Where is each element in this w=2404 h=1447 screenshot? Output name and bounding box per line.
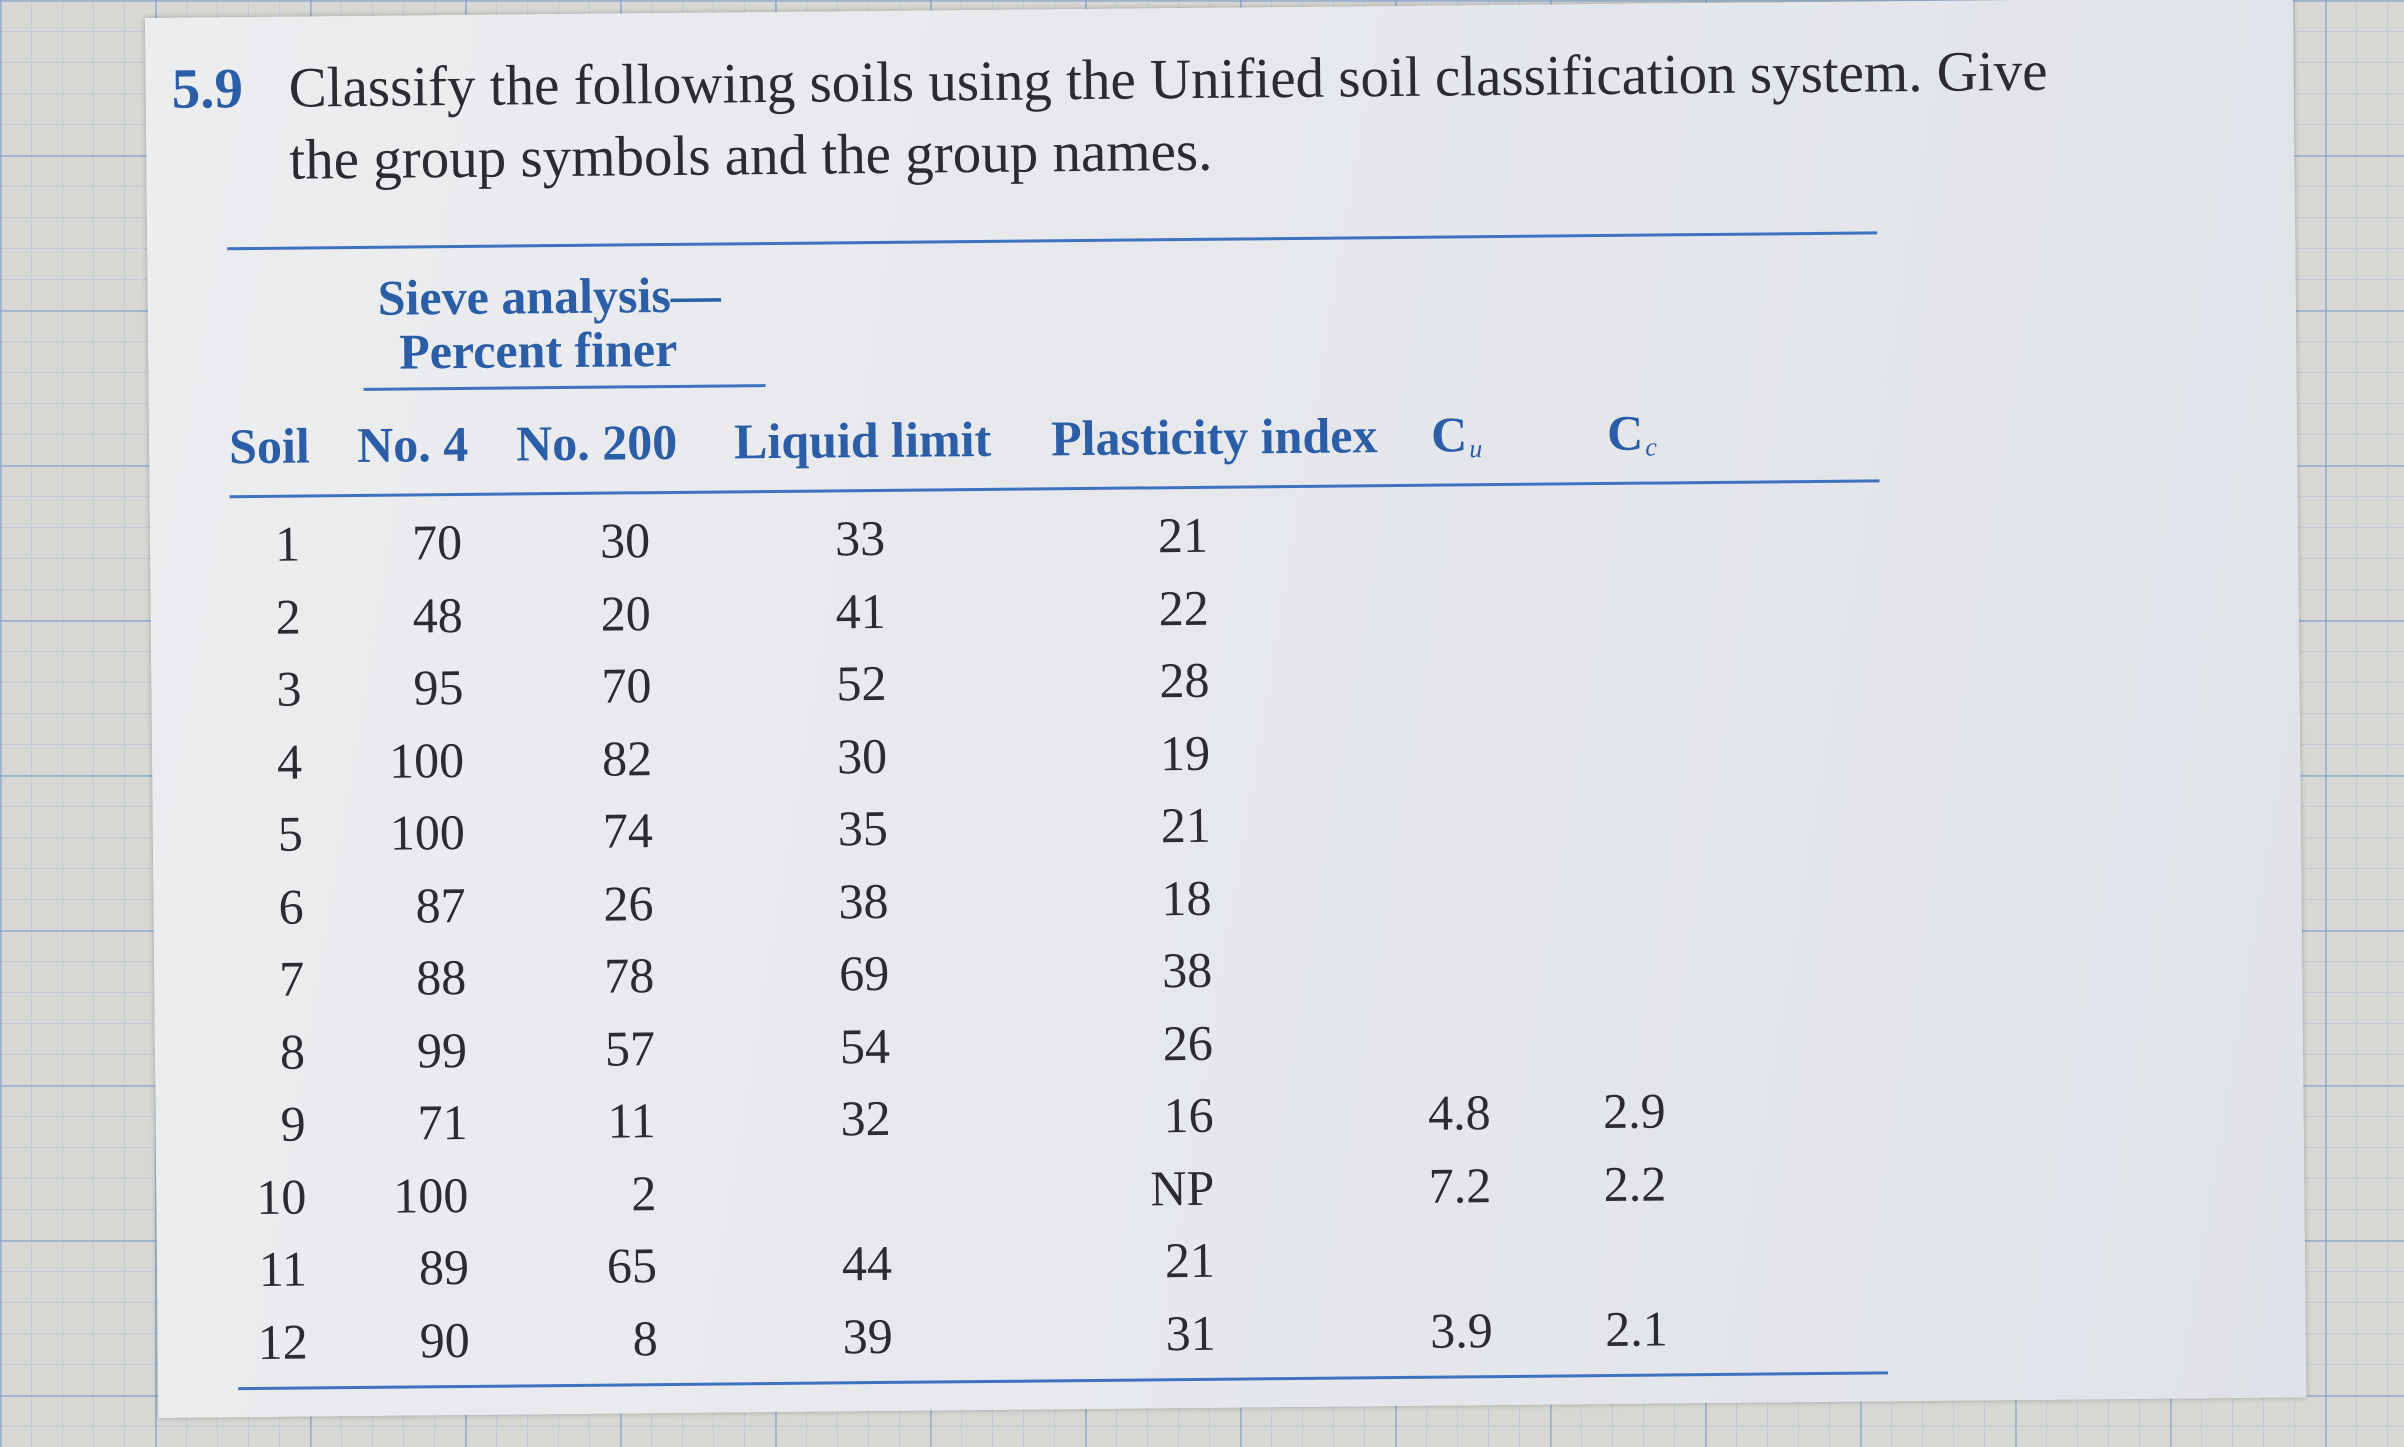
cell-soil: 4 [276, 733, 303, 790]
cell-no4: 88 [415, 948, 467, 1006]
problem-number: 5.9 [171, 57, 244, 121]
cell-no200: 70 [601, 657, 652, 714]
cell-ll: 41 [835, 582, 886, 639]
cell-soil: 11 [258, 1240, 308, 1297]
cell-cc: 2.9 [1602, 1082, 1666, 1140]
column-header-soil: Soil [228, 417, 310, 475]
cell-no4: 90 [419, 1311, 470, 1368]
sieve-analysis-header [377, 266, 722, 380]
cc-subscript: c [1645, 432, 1657, 462]
cell-cu [1268, 866, 1488, 868]
cell-no200: 11 [607, 1092, 656, 1149]
cu-subscript: u [1469, 434, 1483, 464]
cell-no200: 82 [601, 729, 653, 787]
cell-no4: 87 [415, 876, 466, 933]
cell-no200: 65 [606, 1237, 658, 1294]
cell-cc [1444, 936, 1664, 938]
cell-no200: 78 [603, 947, 655, 1004]
cell-soil: 5 [277, 805, 304, 862]
sieve-analysis-header-line2: Percent finer [398, 320, 678, 380]
cell-no4: 99 [416, 1021, 468, 1078]
column-header-no4: No. 4 [356, 415, 469, 473]
cell-pi: 18 [1161, 869, 1212, 926]
cell-cc [1445, 1009, 1665, 1011]
sieve-analysis-header-line1: Sieve analysis— [377, 266, 722, 326]
cell-no200: 30 [599, 512, 651, 569]
cell-cu [1267, 721, 1487, 723]
cell-pi: 19 [1159, 724, 1211, 781]
problem-text-line1: Classify the following soils using the Unified soil classification system. Give [288, 39, 2048, 120]
column-header-liquid-limit: Liquid limit [733, 410, 992, 470]
cell-soil: 12 [257, 1313, 308, 1370]
cell-no200: 8 [632, 1309, 658, 1366]
cell-pi: NP [1150, 1159, 1215, 1216]
cell-pi: 28 [1159, 651, 1210, 709]
problem-statement [171, 34, 2262, 198]
cell-no4: 48 [412, 586, 464, 643]
cell-no4: 95 [413, 658, 464, 716]
cell-cu [1269, 938, 1489, 940]
cell-no200: 26 [603, 874, 654, 932]
cell-ll [671, 1161, 891, 1163]
table-bottom-rule [238, 1371, 1888, 1390]
column-header-plasticity-index: Plasticity index [1050, 407, 1378, 467]
cell-cu [1265, 576, 1485, 578]
cell-ll: 44 [841, 1234, 893, 1292]
cell-cu [1270, 1011, 1490, 1013]
cell-cu: 3.9 [1429, 1301, 1493, 1359]
problem-text-line2: the group symbols and the group names. [289, 119, 1213, 192]
column-header-no200: No. 200 [515, 413, 678, 472]
cu-symbol: C [1430, 406, 1468, 463]
cell-no4: 89 [418, 1238, 470, 1296]
sieve-analysis-rule [364, 384, 766, 391]
column-header-cc [1607, 404, 1657, 463]
cell-cu: 7.2 [1428, 1156, 1492, 1214]
cell-cc: 2.1 [1604, 1299, 1668, 1357]
cell-cc: 2.2 [1603, 1154, 1667, 1212]
cell-ll: 69 [838, 944, 890, 1002]
cell-pi: 38 [1161, 941, 1213, 999]
cell-cu [1265, 503, 1485, 505]
cell-no200: 2 [631, 1164, 657, 1221]
cell-soil: 7 [278, 950, 305, 1007]
cell-soil: 10 [256, 1168, 307, 1225]
cell-ll: 54 [839, 1017, 891, 1074]
cell-cc [1440, 501, 1660, 503]
cell-cc [1447, 1226, 1667, 1228]
cell-pi: 31 [1165, 1304, 1216, 1361]
cell-cu [1266, 648, 1486, 650]
cell-ll: 38 [838, 872, 889, 929]
table-header-rule [230, 479, 1880, 498]
cell-pi: 21 [1164, 1231, 1216, 1289]
cell-no4: 100 [388, 731, 465, 789]
cell-no4: 70 [411, 513, 463, 571]
textbook-page [145, 0, 2306, 1418]
cell-cu [1272, 1228, 1492, 1230]
cell-ll: 35 [837, 799, 889, 857]
cc-symbol: C [1606, 404, 1644, 461]
cell-cu: 4.8 [1427, 1084, 1491, 1141]
cell-no200: 57 [604, 1019, 656, 1077]
cell-cc [1442, 719, 1662, 721]
cell-no200: 74 [602, 802, 654, 859]
cell-no4: 71 [417, 1093, 468, 1151]
cell-ll: 32 [840, 1089, 891, 1147]
cell-pi: 16 [1163, 1086, 1214, 1144]
cell-cc [1443, 864, 1663, 866]
column-header-cu [1431, 405, 1483, 464]
cell-soil: 1 [274, 515, 301, 572]
cell-pi: 21 [1160, 796, 1212, 854]
cell-pi: 21 [1157, 506, 1209, 564]
cell-no4: 100 [389, 803, 466, 861]
cell-no200: 20 [600, 584, 652, 642]
cell-cc [1443, 791, 1663, 793]
cell-pi: 26 [1162, 1014, 1214, 1071]
cell-soil: 9 [280, 1095, 306, 1152]
cell-soil: 8 [279, 1023, 306, 1080]
cell-soil: 6 [278, 878, 304, 935]
cell-ll: 39 [842, 1307, 893, 1364]
cell-ll: 52 [836, 654, 887, 712]
cell-cu [1268, 793, 1488, 795]
cell-no4: 100 [393, 1166, 469, 1224]
table-top-rule [227, 231, 1877, 250]
cell-pi: 22 [1158, 579, 1209, 636]
cell-soil: 2 [275, 588, 302, 645]
cell-soil: 3 [276, 660, 302, 717]
cell-ll: 30 [836, 727, 888, 784]
cell-ll: 33 [834, 509, 886, 567]
cell-cc [1441, 646, 1661, 648]
cell-cc [1440, 574, 1660, 576]
